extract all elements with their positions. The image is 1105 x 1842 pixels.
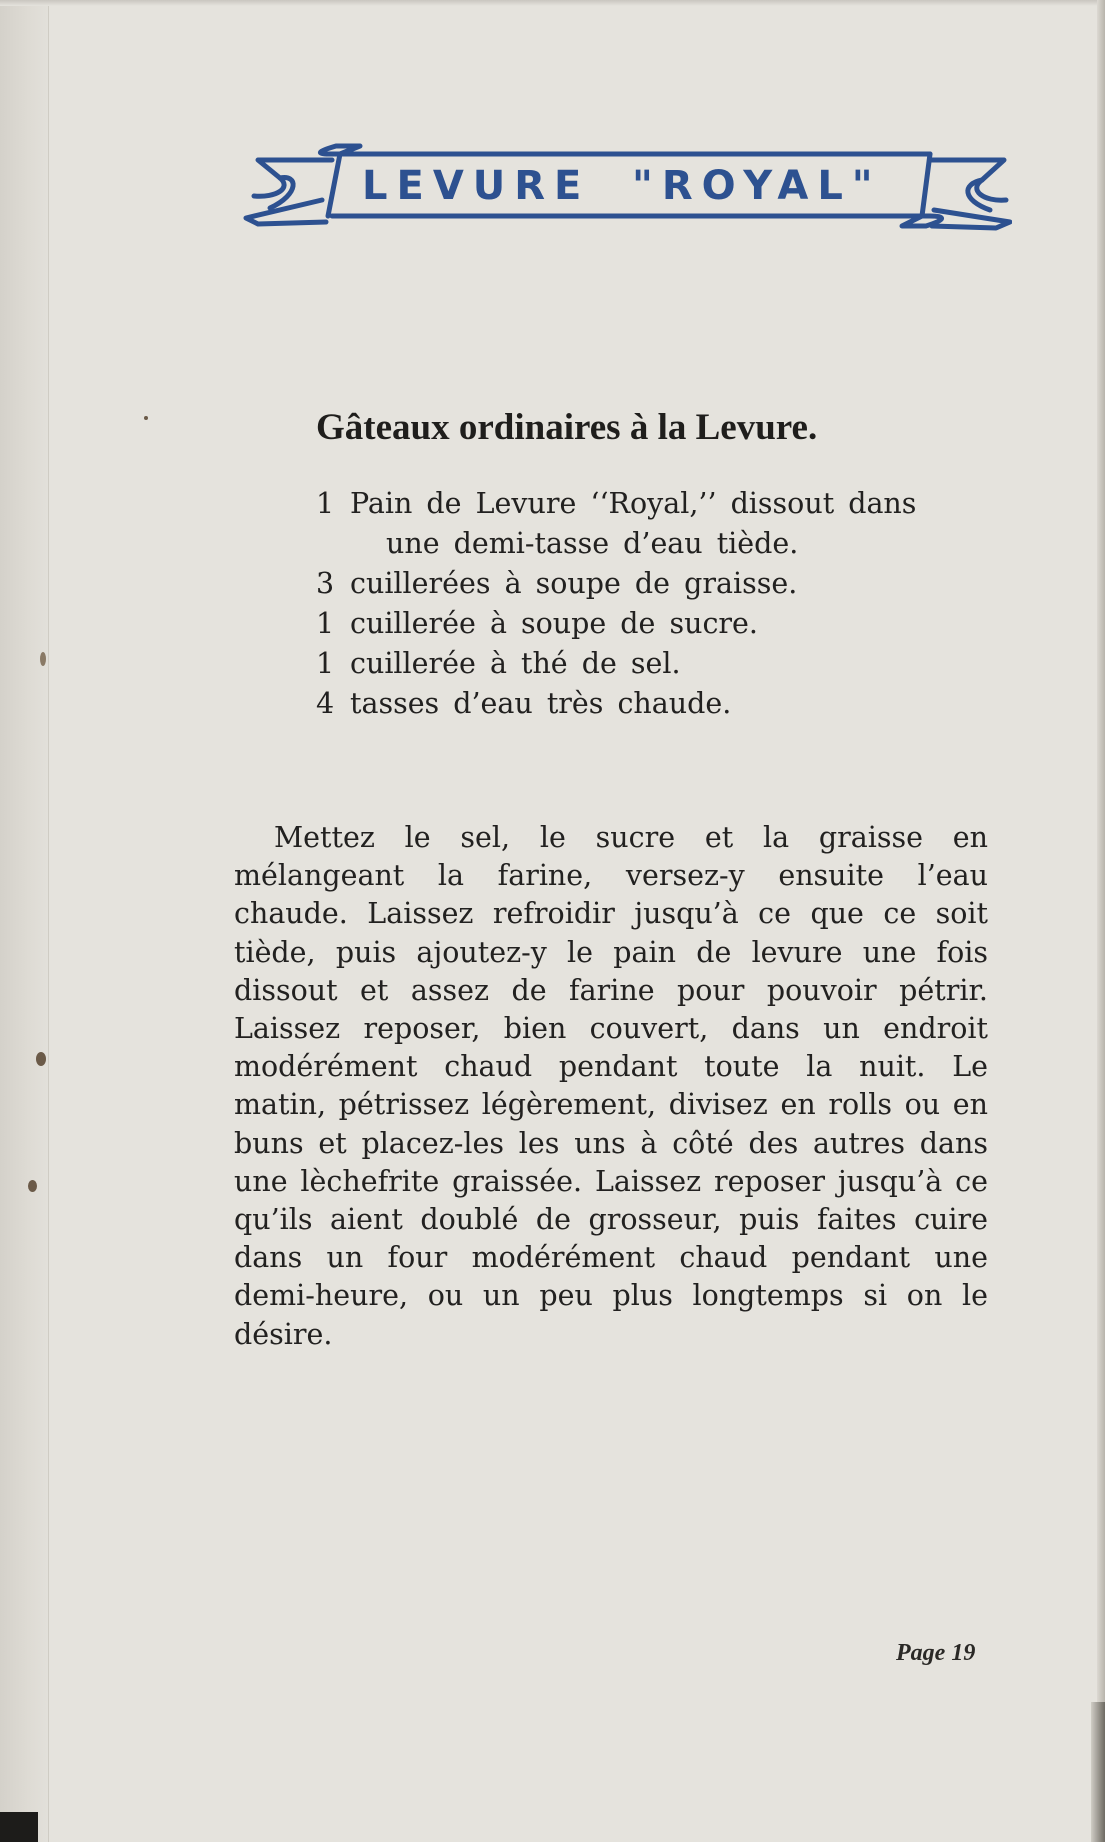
page-bottom-left-shadow xyxy=(0,1812,38,1842)
ingredient-text: cuillerée à soupe de sucre. xyxy=(350,607,758,640)
ingredient-quantity: 1 xyxy=(316,607,335,640)
ingredient-item xyxy=(316,644,956,684)
ingredient-text: tasses d’eau très chaude. xyxy=(350,687,732,720)
ingredient-item xyxy=(316,564,956,604)
ingredient-quantity: 1 xyxy=(316,487,335,520)
banner-text xyxy=(240,158,1012,218)
ingredient-item xyxy=(316,684,956,724)
ingredient-item xyxy=(316,604,956,644)
paper-speck xyxy=(36,1052,46,1066)
paper-speck xyxy=(144,416,148,420)
ingredient-quantity: 1 xyxy=(316,647,335,680)
page-right-edge xyxy=(1097,0,1105,1842)
page-number: Page 19 xyxy=(896,1640,976,1666)
paper-speck xyxy=(28,1180,37,1192)
ingredient-list xyxy=(316,484,956,724)
ingredient-text: cuillerées à soupe de graisse. xyxy=(350,567,798,600)
page-top-edge xyxy=(0,0,1105,6)
ingredient-item xyxy=(316,484,956,564)
brand-banner xyxy=(240,138,1012,234)
page-bottom-corner-shadow xyxy=(1091,1702,1105,1842)
page-gutter xyxy=(0,0,49,1842)
ingredient-text: cuillerée à thé de sel. xyxy=(350,647,681,680)
banner-brand-word: LEVURE xyxy=(362,163,591,209)
ingredient-text: Pain de Levure ‘‘Royal,’’ dissout dans une demi-tasse d’eau tiède. xyxy=(350,487,917,560)
ingredient-quantity: 4 xyxy=(316,687,335,720)
paper-speck xyxy=(40,652,46,666)
recipe-instructions: Mettez le sel, le sucre et la graisse en mélangeant la farine, versez-y ensuite l’eau chaude. Laissez refroidir jusqu’à ce que ce soit tiède, puis ajoutez-y le pain de levure une fois dissout et assez de farine pour pouvoir pétrir. Laissez reposer, bien couvert, dans un endroit modérément chaud pendant toute la nuit. Le matin, pétrissez légèrement, divisez en rolls ou en buns et placez-les les uns à côté des autres dans une lèchefrite graissée. Laissez reposer jusqu’à ce qu’ils aient doublé de grosseur, puis faites cuire dans un four modérément chaud pendant une demi-heure, ou un peu plus longtemps si on le désire. xyxy=(234,821,988,1351)
recipe-title: Gâteaux ordinaires à la Levure. xyxy=(316,407,818,448)
banner-brand-name: "ROYAL" xyxy=(632,163,882,209)
ingredient-quantity: 3 xyxy=(316,567,335,600)
